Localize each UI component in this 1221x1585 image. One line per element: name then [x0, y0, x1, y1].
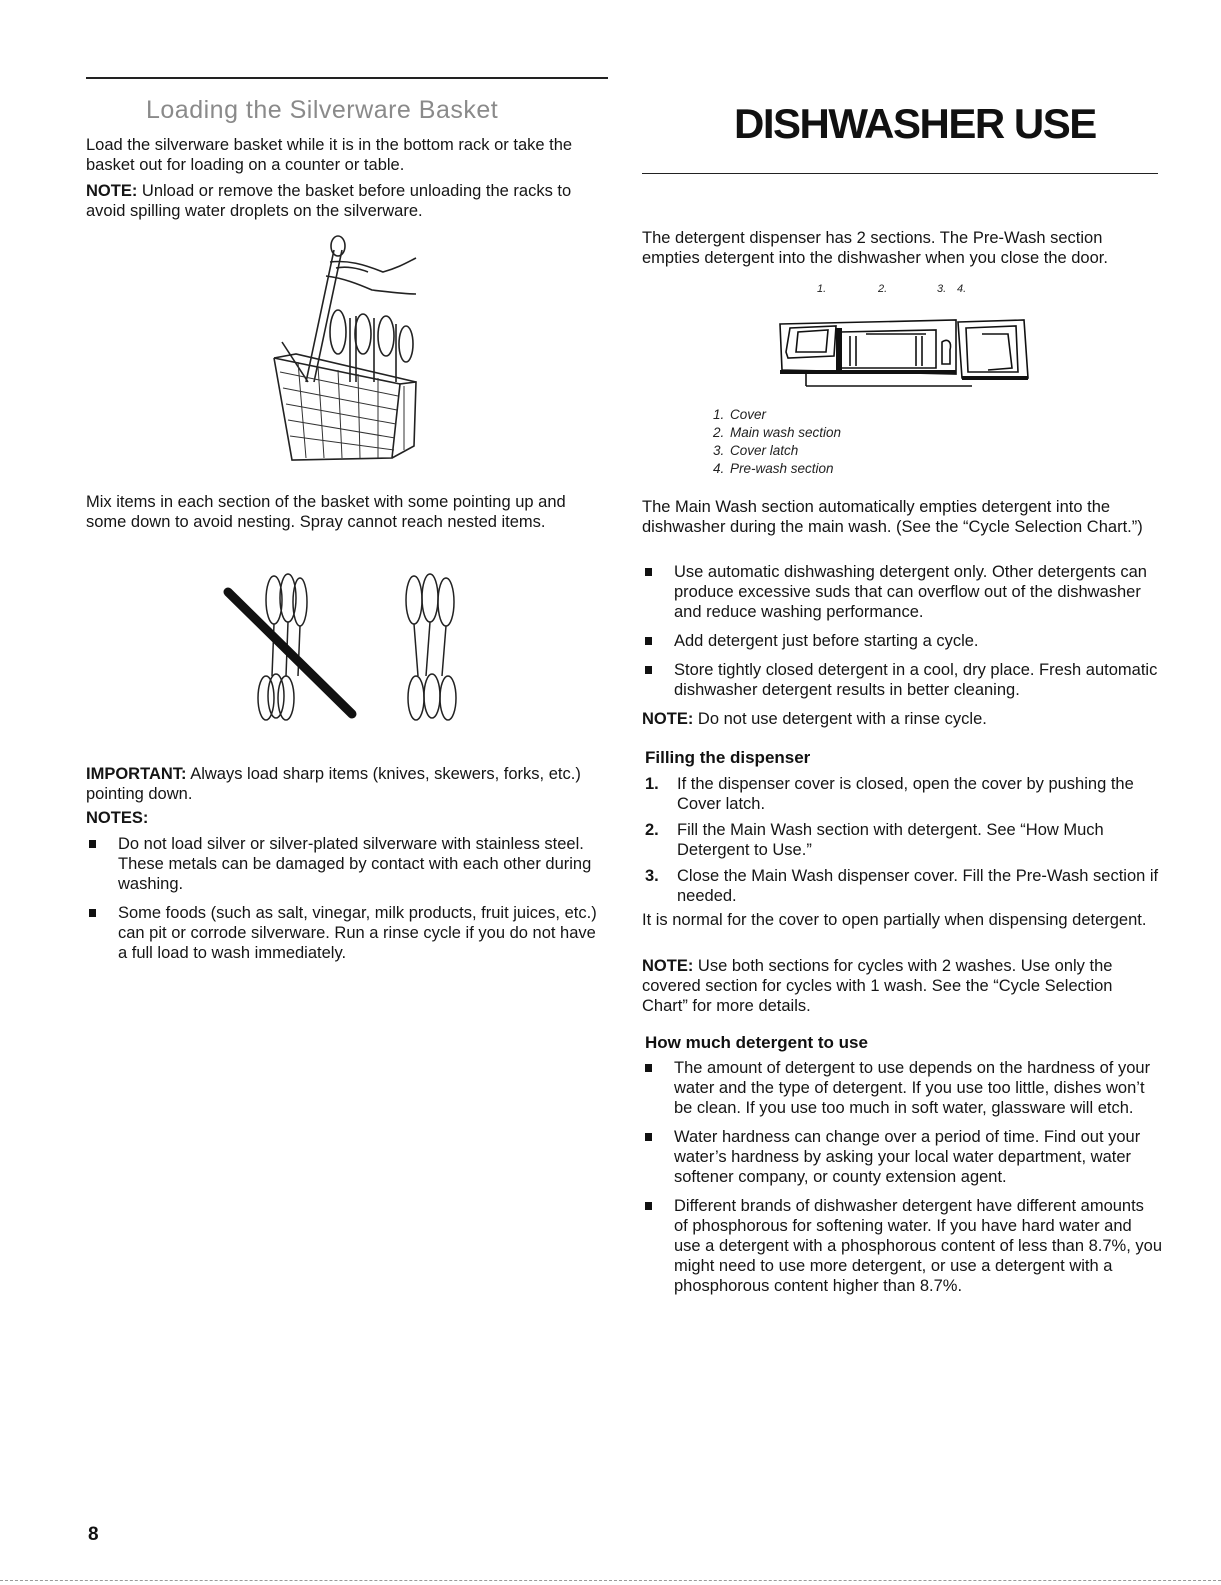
silverware-intro: Load the silverware basket while it is in the bottom rack or take the basket out for loading on a counter or table.	[86, 136, 573, 174]
right-heading-rule	[642, 173, 1158, 174]
list-item: Water hardness can change over a period of time. Find out your water’s hardness by asking your local water department, water softener company, or county extension agent.	[642, 1127, 1162, 1187]
page-number: 8	[88, 1524, 99, 1545]
legend-item: 1. Cover	[713, 407, 767, 422]
note-text: Use both sections for cycles with 2 washes. Use only the covered section for cycles with 1 wash. See the “Cycle Selection Chart” for more details.	[642, 957, 1113, 1015]
callout-number: 1.	[817, 283, 827, 295]
filling-steps	[645, 774, 1161, 912]
dispenser-legend	[713, 406, 841, 478]
note-label: NOTE:	[86, 182, 138, 200]
note-label: NOTE:	[642, 710, 694, 728]
legend-item: 3. Cover latch	[713, 443, 799, 458]
detergent-dispenser-illustration	[776, 312, 1032, 392]
normal-dispensing-text: It is normal for the cover to open partially when dispensing detergent.	[642, 911, 1147, 929]
filling-heading: Filling the dispenser	[645, 748, 811, 767]
callout-number: 2.	[878, 283, 888, 295]
note-unload	[86, 181, 606, 221]
legend-item: 4. Pre-wash section	[713, 461, 834, 476]
legend-item: 2. Main wash section	[713, 425, 842, 440]
notes-list	[86, 834, 608, 972]
list-item: Store tightly closed detergent in a cool, dry place. Fresh automatic dishwasher detergent results in better cleaning.	[642, 660, 1160, 700]
list-item: Use automatic dishwashing detergent only. Other detergents can produce excessive suds that can overflow out of the dishwasher and reduce washing performance.	[642, 562, 1160, 622]
callout-number: 4.	[957, 283, 967, 295]
list-item: Add detergent just before starting a cycle.	[642, 631, 1160, 651]
callout-number: 3.	[937, 283, 947, 295]
note-text: Unload or remove the basket before unloading the racks to avoid spilling water droplets on the silverware.	[86, 182, 572, 220]
list-item: Do not load silver or silver-plated silverware with stainless steel. These metals can be damaged by contact with each other during washing.	[86, 834, 608, 894]
note-rinse	[642, 709, 1162, 729]
dispenser-intro: The detergent dispenser has 2 sections. The Pre-Wash section empties detergent into the dishwasher when you close the door.	[642, 229, 1108, 267]
bottom-edge-rule	[0, 1580, 1221, 1581]
left-top-rule	[86, 77, 608, 79]
important-sharp-items	[86, 764, 606, 804]
list-item: 2. Fill the Main Wash section with detergent. See “How Much Detergent to Use.”	[645, 821, 1104, 859]
important-text: Always load sharp items (knives, skewers, forks, etc.) pointing down.	[86, 765, 581, 803]
list-item: 3. Close the Main Wash dispenser cover. Fill the Pre-Wash section if needed.	[645, 867, 1159, 905]
list-item: Some foods (such as salt, vinegar, milk products, fruit juices, etc.) can pit or corrode silverware. Run a rinse cycle if you do not have a full load to wash immediately.	[86, 903, 608, 963]
notes-heading: NOTES:	[86, 809, 149, 827]
nesting-utensils-illustration	[222, 572, 482, 724]
section-title: Loading the Silverware Basket	[146, 96, 499, 124]
how-much-list	[642, 1058, 1162, 1305]
list-item: The amount of detergent to use depends on the hardness of your water and the type of detergent. If you use too little, dishes won’t be clean. If you use too much in soft water, glassware will etch.	[642, 1058, 1162, 1118]
list-item: Different brands of dishwasher detergent have different amounts of phosphorous for softening water. If you have hard water and use a detergent with a phosphorous content of less than 8.7%, you might need to use more detergent, or use a detergent with a phosphorous content higher than 8.7%.	[642, 1196, 1162, 1296]
how-much-heading: How much detergent to use	[645, 1033, 868, 1052]
mix-items-text: Mix items in each section of the basket with some pointing up and some down to avoid nesting. Spray cannot reach nested items.	[86, 493, 566, 531]
detergent-tips-list	[642, 562, 1160, 709]
silverware-basket-illustration	[268, 232, 428, 464]
page-heading: DISHWASHER USE	[734, 100, 1096, 147]
note-text: Do not use detergent with a rinse cycle.	[693, 710, 987, 728]
note-sections	[642, 956, 1162, 1016]
list-item: 1. If the dispenser cover is closed, open the cover by pushing the Cover latch.	[645, 775, 1134, 813]
important-label: IMPORTANT:	[86, 765, 187, 783]
note-label: NOTE:	[642, 957, 694, 975]
main-wash-text: The Main Wash section automatically empties detergent into the dishwasher during the main wash. (See the “Cycle Selection Chart.”)	[642, 498, 1143, 536]
